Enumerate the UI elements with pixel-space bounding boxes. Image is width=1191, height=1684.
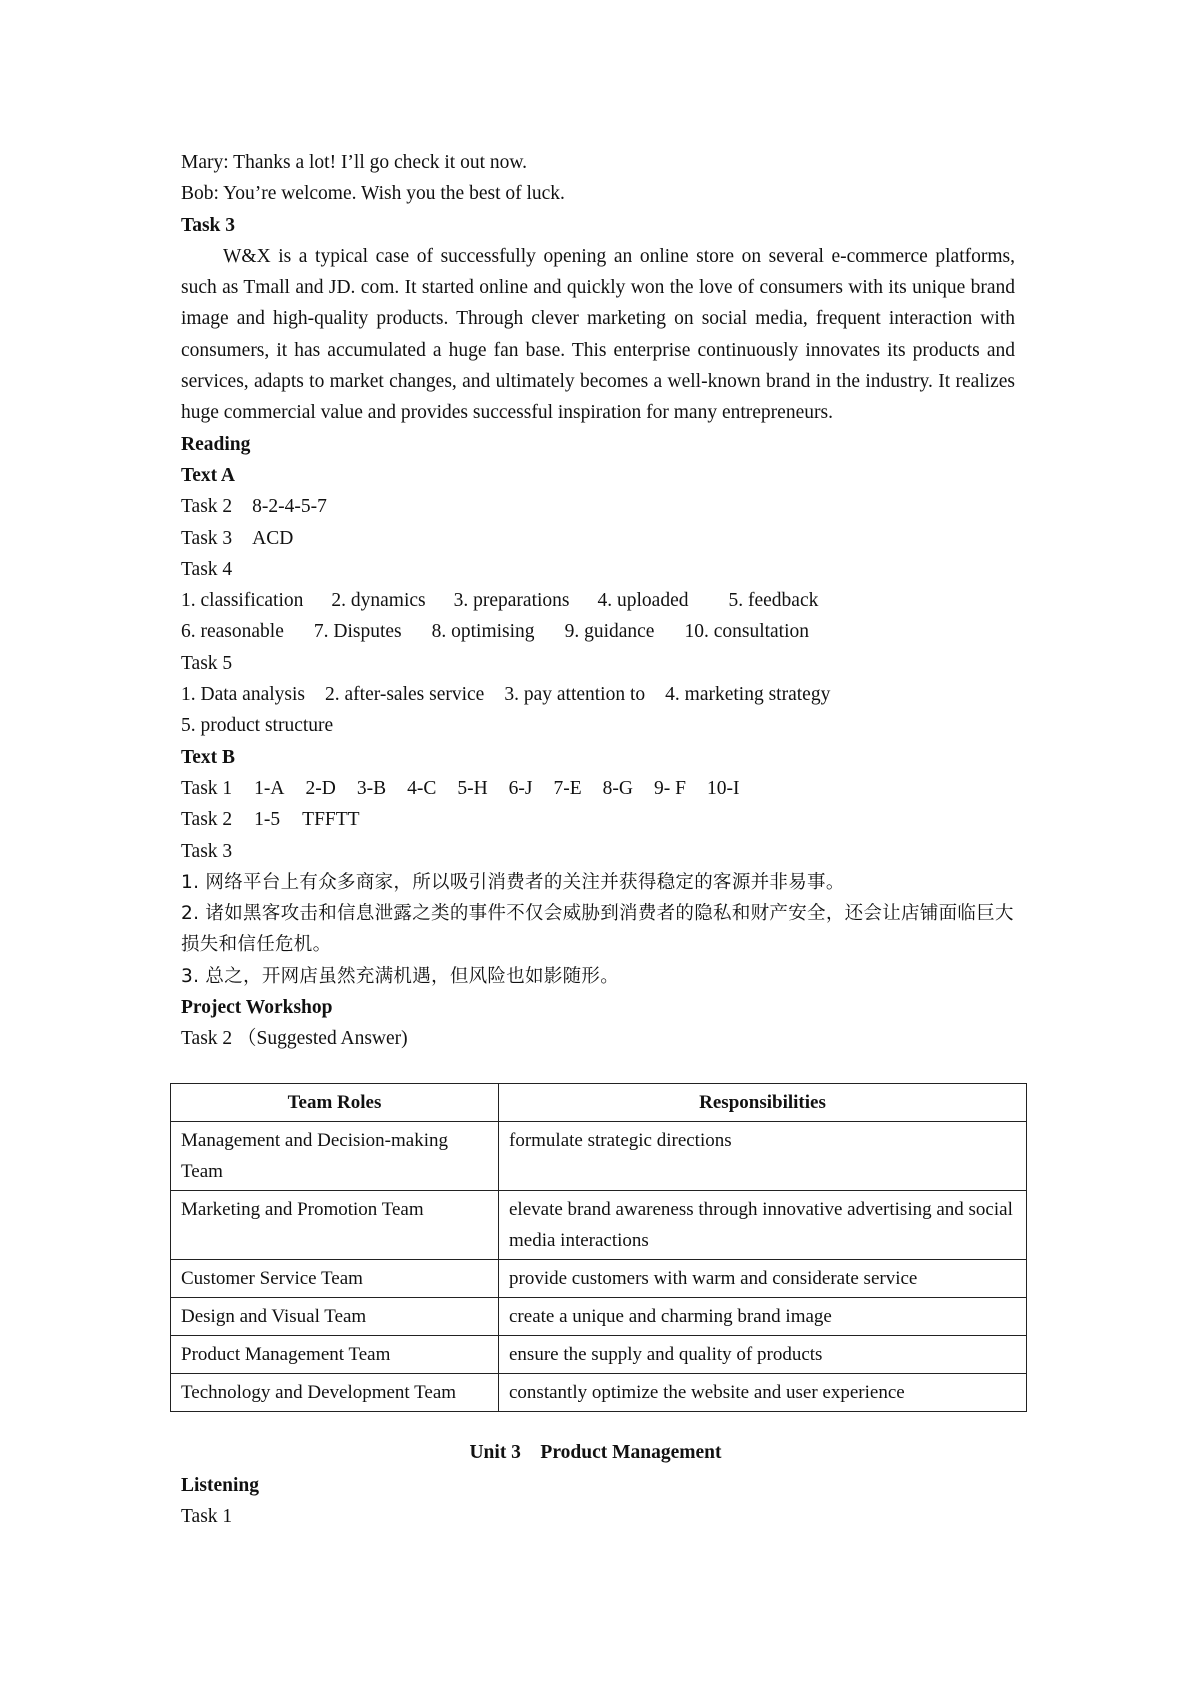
- table-row: [171, 1336, 1027, 1374]
- answer-item: 1. Data analysis: [181, 684, 306, 706]
- table-row: [171, 1122, 1027, 1191]
- answer-item: 9- F: [653, 777, 686, 799]
- task-answer: TFFTT: [302, 809, 360, 831]
- task5-answers-row1: [181, 679, 1015, 710]
- text-a-heading: Text A: [181, 464, 235, 486]
- role-cell: Marketing and Promotion Team: [171, 1191, 499, 1260]
- answer-item: 4-C: [407, 777, 437, 799]
- translation-item-2: 2. 诸如黑客攻击和信息泄露之类的事件不仅会威胁到消费者的隐私和财产安全，还会让店铺面临巨大损失和信任危机。: [181, 903, 1014, 956]
- answer-item: 8. optimising: [431, 621, 535, 643]
- answer-item: 10-I: [706, 777, 740, 799]
- task3-heading: Task 3: [181, 214, 236, 236]
- answer-item: 2. dynamics: [331, 590, 426, 612]
- text-b-task3-label: Task 3: [181, 840, 233, 862]
- answer-item: 8-G: [602, 777, 633, 799]
- table-row: [171, 1374, 1027, 1412]
- project-workshop-heading: Project Workshop: [181, 997, 333, 1019]
- text-b-heading: Text B: [181, 746, 235, 768]
- answer-item: 2-D: [305, 777, 336, 799]
- responsibility-cell: provide customers with warm and considerate service: [499, 1260, 1027, 1298]
- answer-item: 3-B: [356, 777, 387, 799]
- task4-answers-row1: [181, 585, 1015, 616]
- workshop-task-label: Task 2 （Suggested Answer): [181, 1028, 408, 1050]
- responsibility-cell: formulate strategic directions: [499, 1122, 1027, 1191]
- text-a-task5-label: Task 5: [181, 652, 233, 674]
- text-a-task2: [181, 491, 1015, 522]
- responsibility-cell: ensure the supply and quality of products: [499, 1336, 1027, 1374]
- text-b-task1: [181, 773, 1015, 804]
- page-content: [181, 147, 1015, 1055]
- task-label: Task 1: [181, 777, 233, 799]
- header-responsibilities: Responsibilities: [499, 1084, 1027, 1122]
- answer-item: 4. marketing strategy: [665, 684, 831, 706]
- task3-paragraph: W&X is a typical case of successfully opening an online store on several e-commerce platforms, such as Tmall and JD. com. It started online and quickly won the love of consumers with its unique brand image and high-quality products. Through clever marketing on social media, frequent interaction with consumers, it has accumulated a huge fan base. This enterprise continuously innovates its products and services, adapts to market changes, and ultimately becomes a well-known brand in the industry. It realizes huge commercial value and provides successful inspiration for many entrepreneurs.: [181, 245, 1015, 424]
- task-label: Task 3: [181, 527, 233, 549]
- answer-item: 7-E: [553, 777, 582, 799]
- table-header-row: [171, 1084, 1027, 1122]
- task5-answers-row2: 5. product structure: [181, 715, 334, 737]
- table-row: [171, 1298, 1027, 1336]
- task-label: Task 2: [181, 809, 233, 831]
- reading-heading: Reading: [181, 433, 251, 455]
- task4-answers-row2: [181, 616, 1015, 647]
- unit-title: Unit 3 Product Management: [469, 1442, 722, 1463]
- answer-item: 1. classification: [181, 590, 304, 612]
- listening-heading: Listening: [181, 1475, 260, 1496]
- task-answer: ACD: [252, 527, 294, 549]
- text-b-task2: [181, 804, 1015, 835]
- unit3-start: [181, 1470, 259, 1533]
- responsibility-cell: create a unique and charming brand image: [499, 1298, 1027, 1336]
- role-cell: Technology and Development Team: [171, 1374, 499, 1412]
- task-label: Task 2: [181, 496, 233, 518]
- answer-item: 5. feedback: [728, 590, 819, 612]
- answer-item: 9. guidance: [564, 621, 655, 643]
- role-cell: Product Management Team: [171, 1336, 499, 1374]
- task-answer: 8-2-4-5-7: [252, 496, 327, 518]
- listening-task1-label: Task 1: [181, 1506, 233, 1528]
- team-roles-table: [170, 1083, 1027, 1412]
- header-team-roles: Team Roles: [171, 1084, 499, 1122]
- table-row: [171, 1260, 1027, 1298]
- dialogue-line-bob: Bob: You’re welcome. Wish you the best of luck.: [181, 183, 565, 205]
- answer-item: 2. after-sales service: [325, 684, 485, 706]
- answer-item: 10. consultation: [684, 621, 810, 643]
- answer-item: 7. Disputes: [313, 621, 402, 643]
- translation-item-1: 1. 网络平台上有众多商家，所以吸引消费者的关注并获得稳定的客源并非易事。: [181, 871, 845, 893]
- table-row: [171, 1191, 1027, 1260]
- text-a-task3: [181, 523, 1015, 554]
- responsibility-cell: elevate brand awareness through innovative advertising and social media interactions: [499, 1191, 1027, 1260]
- responsibility-cell: constantly optimize the website and user experience: [499, 1374, 1027, 1412]
- answer-item: 6. reasonable: [181, 621, 284, 643]
- role-cell: Customer Service Team: [171, 1260, 499, 1298]
- answer-item: 1-A: [254, 777, 285, 799]
- answer-item: 4. uploaded: [597, 590, 689, 612]
- text-a-task4-label: Task 4: [181, 558, 233, 580]
- answer-item: 6-J: [508, 777, 533, 799]
- answer-item: 3. pay attention to: [504, 684, 646, 706]
- dialogue-line-mary: Mary: Thanks a lot! I’ll go check it out now.: [181, 152, 528, 173]
- role-cell: Design and Visual Team: [171, 1298, 499, 1336]
- translation-item-3: 3. 总之，开网店虽然充满机遇，但风险也如影随形。: [181, 965, 620, 987]
- task-range: 1-5: [254, 809, 281, 831]
- answer-item: 3. preparations: [453, 590, 570, 612]
- role-cell: Management and Decision-making Team: [171, 1122, 499, 1191]
- answer-item: 5-H: [457, 777, 488, 799]
